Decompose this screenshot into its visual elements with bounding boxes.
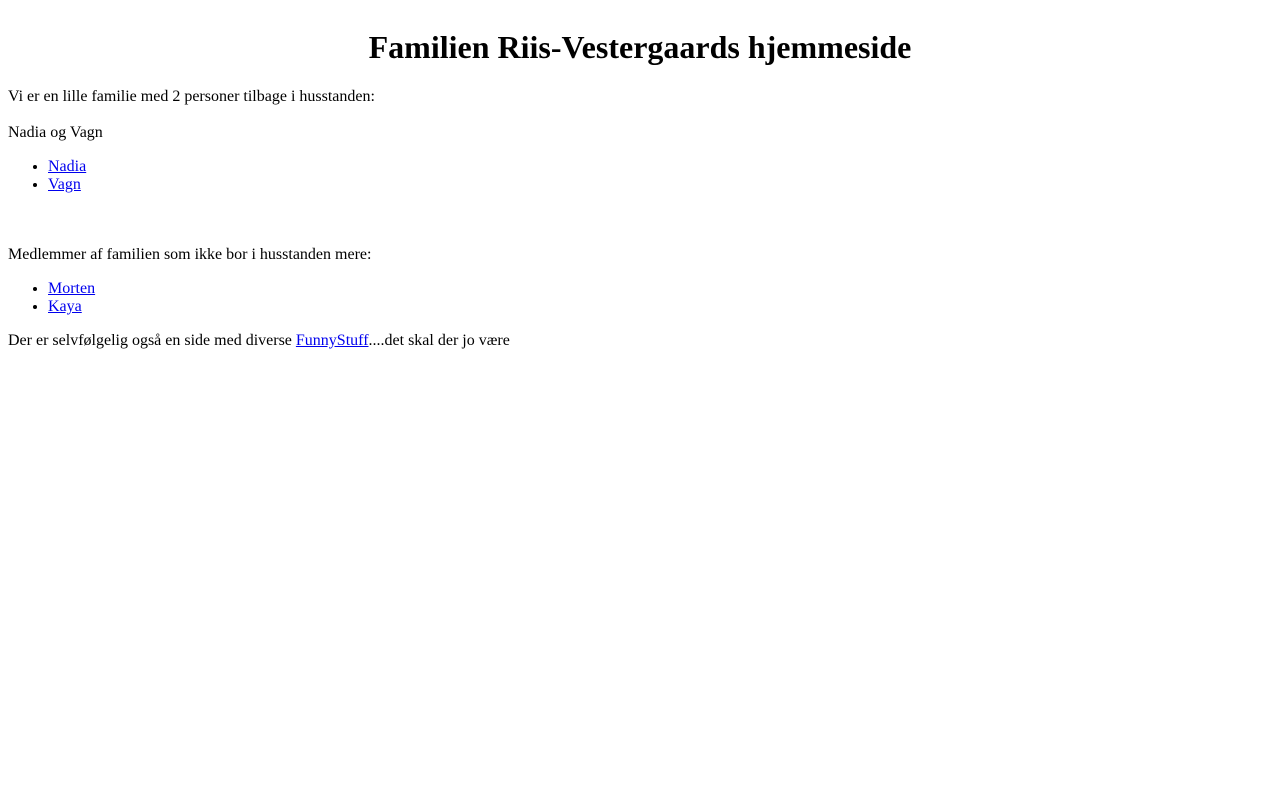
family-photo xyxy=(8,124,103,142)
page-title: Familien Riis-Vestergaards hjemmeside xyxy=(368,29,912,65)
funny-stuff-text-after: ....det skal der jo være xyxy=(368,332,510,349)
former-members-list xyxy=(8,280,95,316)
list-item xyxy=(48,280,95,298)
list-item xyxy=(48,158,86,176)
member-link-nadia[interactable]: Nadia xyxy=(48,158,87,175)
member-link-morten[interactable]: Morten xyxy=(48,280,96,297)
funny-stuff-link[interactable]: FunnyStuff xyxy=(295,332,369,349)
funny-stuff-text-before: Der er selvfølgelig også en side med diverse xyxy=(8,332,296,349)
member-link-kaya[interactable]: Kaya xyxy=(48,298,82,315)
current-members-list xyxy=(8,158,86,194)
former-members-intro: Medlemmer af familien som ikke bor i husstanden mere: xyxy=(8,246,372,263)
family-photo-alt-text: Nadia og Vagn xyxy=(8,124,103,141)
funny-stuff-paragraph xyxy=(8,332,510,350)
household-intro: Vi er en lille familie med 2 personer tilbage i husstanden: xyxy=(8,88,375,105)
page-content xyxy=(0,0,1280,349)
list-item xyxy=(48,176,86,194)
list-item xyxy=(48,298,95,316)
member-link-vagn[interactable]: Vagn xyxy=(48,176,81,193)
